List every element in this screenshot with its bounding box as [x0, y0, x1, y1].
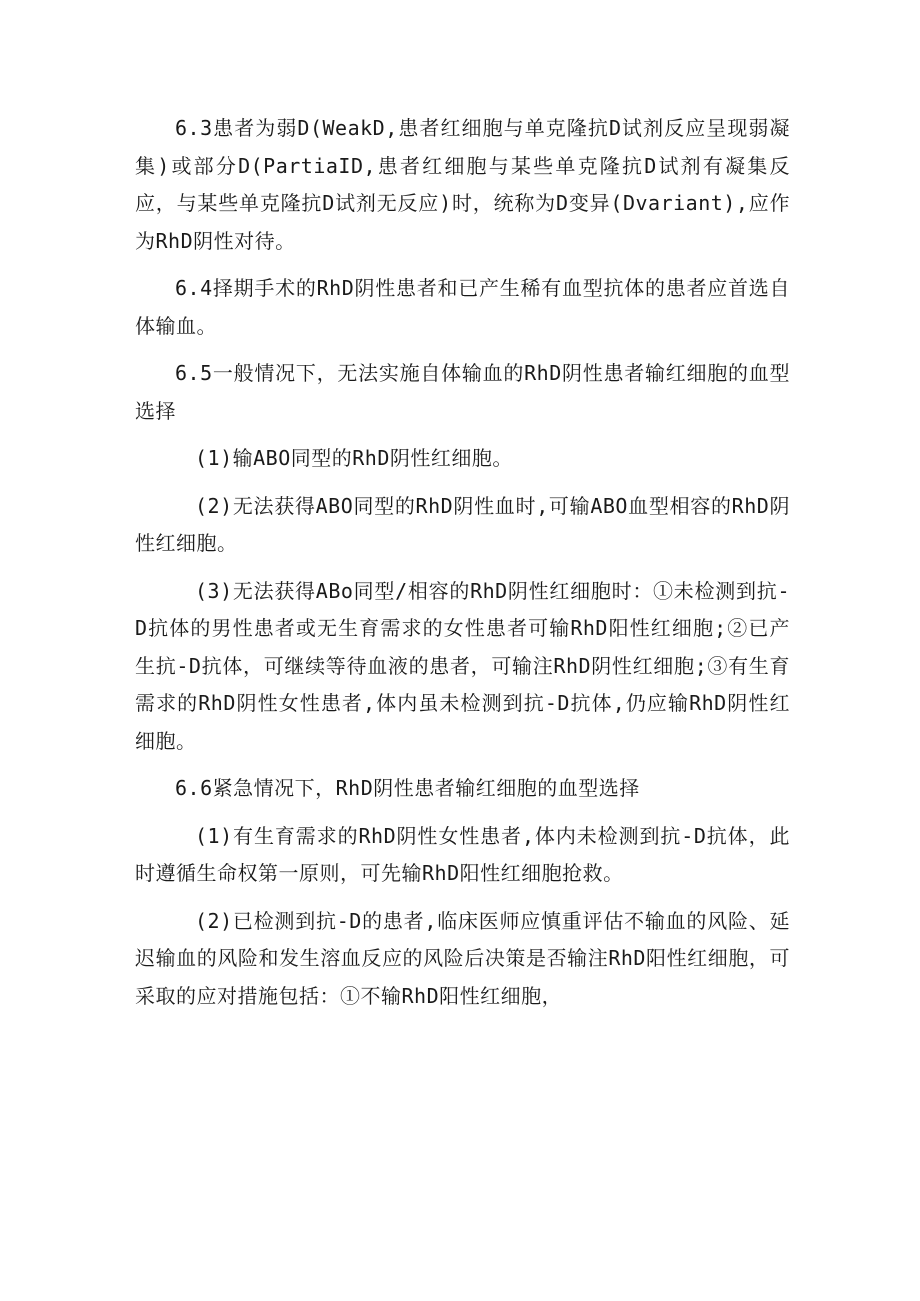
paragraph-6-5: 6.5一般情况下，无法实施自体输血的RhD阴性患者输红细胞的血型选择	[135, 361, 790, 423]
list-item-6-5-3: (3)无法获得ABo同型/相容的RhD阴性红细胞时：①未检测到抗-D抗体的男性患者或无生育需求的女性患者可输RhD阳性红细胞;②已产生抗-D抗体，可继续等待血液的患者，可输注RhD阴性红细胞;③有生育需求的RhD阴性女性患者,体内虽未检测到抗-D抗体,仍应输RhD阴性红细胞。	[135, 578, 790, 753]
paragraph-6-4: 6.4择期手术的RhD阴性患者和已产生稀有血型抗体的患者应首选自体输血。	[135, 276, 790, 338]
paragraph-6-6: 6.6紧急情况下，RhD阴性患者输红细胞的血型选择	[175, 776, 640, 800]
list-item-6-6-2: (2)已检测到抗-D的患者,临床医师应慎重评估不输血的风险、延迟输血的风险和发生溶血反应的风险后决策是否输注RhD阳性红细胞，可采取的应对措施包括：①不输RhD阳性红细胞，	[135, 908, 790, 1008]
list-item-6-6-1: (1)有生育需求的RhD阴性女性患者,体内未检测到抗-D抗体，此时遵循生命权第一原则，可先输RhD阳性红细胞抢救。	[135, 823, 790, 885]
list-item-6-5-1: (1)输ABO同型的RhD阴性红细胞。	[195, 446, 513, 470]
list-item-6-5-2: (2)无法获得ABO同型的RhD阴性血时,可输ABO血型相容的RhD阴性红细胞。	[135, 493, 790, 555]
paragraph-6-3: 6.3患者为弱D(WeakD,患者红细胞与单克隆抗D试剂反应呈现弱凝集)或部分D(PartiaID,患者红细胞与某些单克隆抗D试剂有凝集反应，与某些单克隆抗D试剂无反应)时，统称为D变异(Dvariant),应作为RhD阴性对待。	[135, 116, 790, 253]
document-body	[135, 110, 790, 1025]
